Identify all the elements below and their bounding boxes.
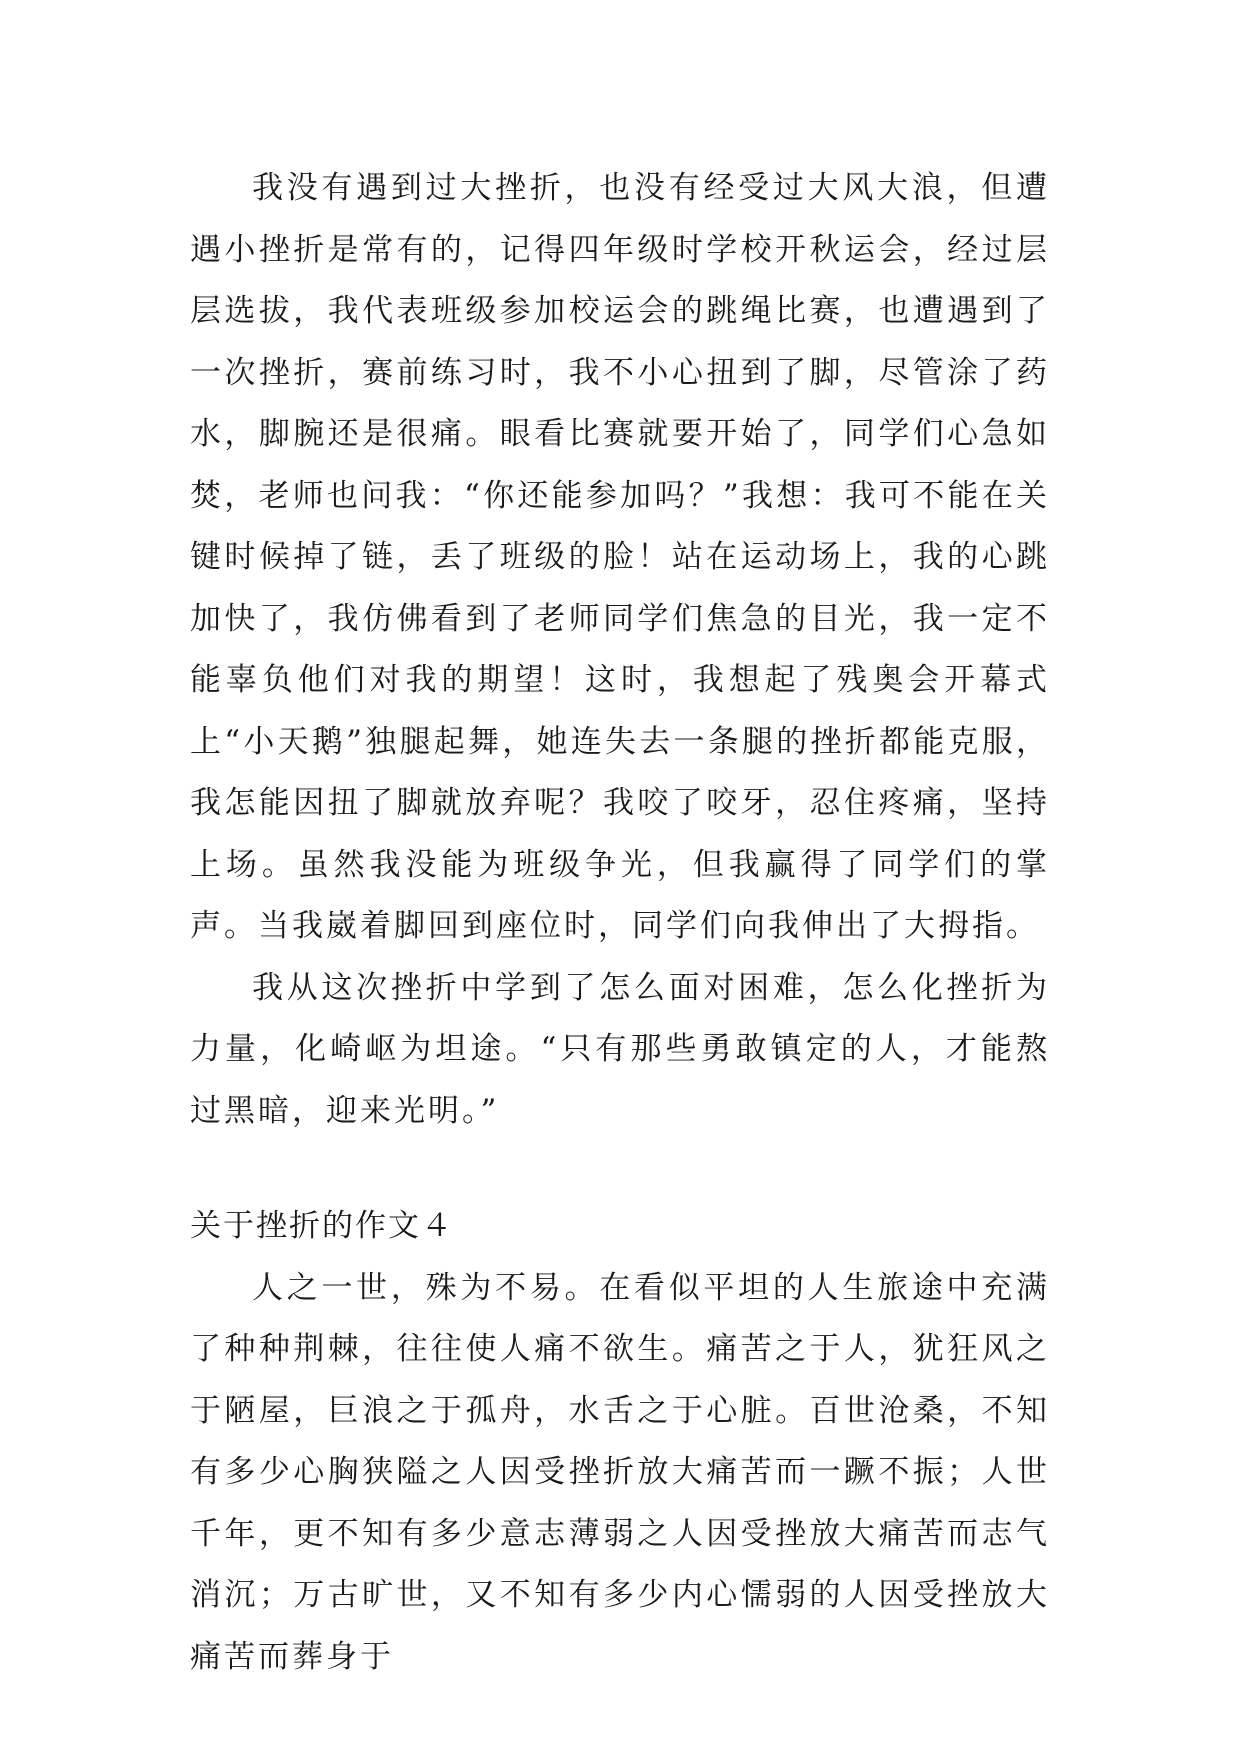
paragraph-lesson: 我从这次挫折中学到了怎么面对困难，怎么化挫折为力量，化崎岖为坦途。“只有那些勇敢镇定的人，才能熬过黑暗，迎来光明。” [190,969,1050,1129]
document-body [190,158,1050,1688]
paragraph-story: 我没有遇到过大挫折，也没有经受过大风大浪，但遭遇小挫折是常有的，记得四年级时学校开秋运会，经过层层选拔，我代表班级参加校运会的跳绳比赛，也遭遇到了一次挫折，赛前练习时，我不小心扭到了脚，尽管涂了药水，脚腕还是很痛。眼看比赛就要开始了，同学们心急如焚，老师也问我：“你还能参加吗？”我想：我可不能在关键时候掉了链，丢了班级的脸！站在运动场上，我的心跳加快了，我仿佛看到了老师同学们焦急的目光，我一定不能辜负他们对我的期望！这时，我想起了残奥会开幕式上“小天鹅”独腿起舞，她连失去一条腿的挫折都能克服，我怎能因扭了脚就放弃呢？我咬了咬牙，忍住疼痛，坚持上场。虽然我没能为班级争光，但我赢得了同学们的掌声。当我崴着脚回到座位时，同学们向我伸出了大拇指。 [190,170,1050,944]
essay-heading: 关于挫折的作文４ [190,1208,454,1244]
paragraph-essay-4: 人之一世，殊为不易。在看似平坦的人生旅途中充满了种种荆棘，往往使人痛不欲生。痛苦之于人，犹狂风之于陋屋，巨浪之于孤舟，水舌之于心脏。百世沧桑，不知有多少心胸狭隘之人因受挫折放大痛苦而一蹶不振；人世千年，更不知有多少意志薄弱之人因受挫放大痛苦而志气消沉；万古旷世，又不知有多少内心懦弱的人因受挫放大痛苦而葬身于 [190,1269,1050,1675]
